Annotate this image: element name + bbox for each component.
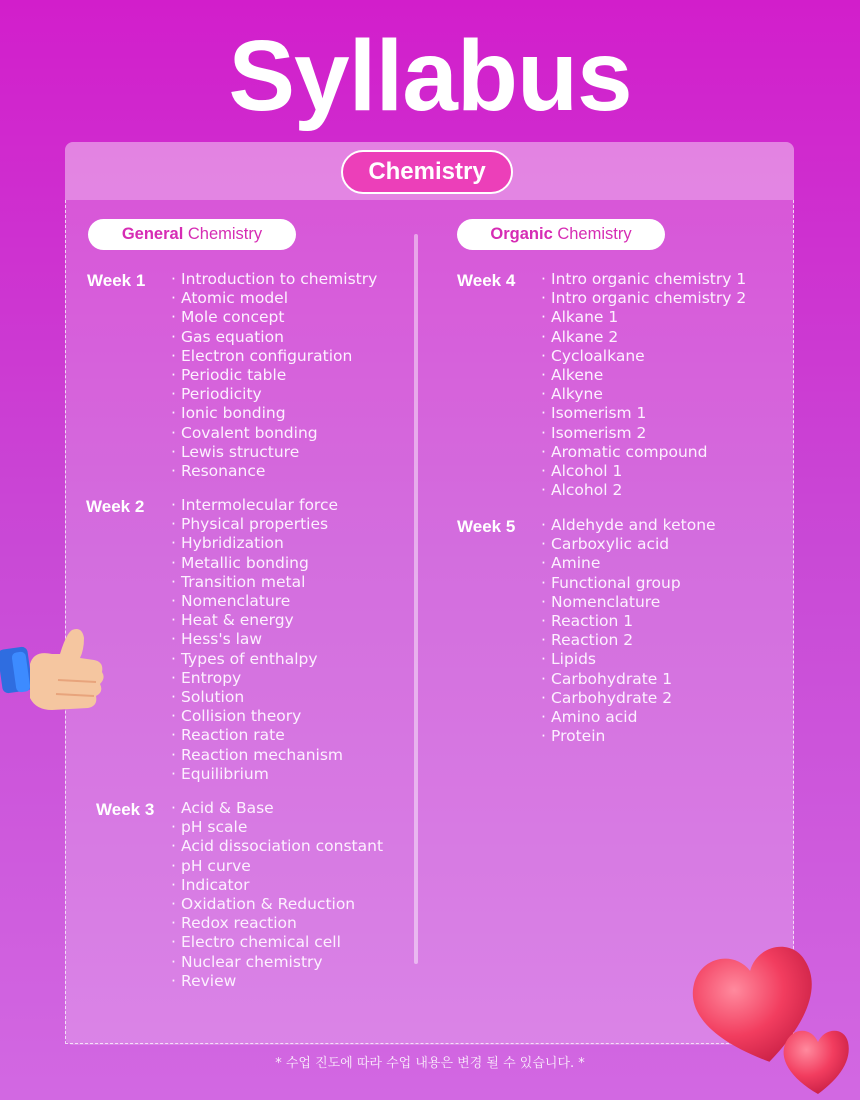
topic-item: · Redox reaction (171, 914, 383, 933)
subject-badge: Chemistry (341, 150, 513, 194)
topic-item: · Lewis structure (171, 443, 377, 462)
topic-item: · Indicator (171, 876, 383, 895)
topic-item: · Intro organic chemistry 2 (541, 289, 746, 308)
topic-item: · Nomenclature (541, 593, 716, 612)
topic-item: · Alcohol 1 (541, 462, 746, 481)
week-label: Week 2 (86, 497, 145, 516)
topic-item: · Aromatic compound (541, 443, 746, 462)
topic-item: · Covalent bonding (171, 424, 377, 443)
topic-item: · Types of enthalpy (171, 650, 343, 669)
topic-item: · Heat & energy (171, 611, 343, 630)
topic-item: · Atomic model (171, 289, 377, 308)
topic-item: · pH curve (171, 857, 383, 876)
section-title-bold: Organic (490, 225, 553, 243)
topic-item: · Nuclear chemistry (171, 953, 383, 972)
section-title-general (88, 219, 296, 250)
topic-item: · Acid & Base (171, 799, 383, 818)
topic-item: · Alkyne (541, 385, 746, 404)
topic-item: · Introduction to chemistry (171, 270, 377, 289)
topic-item: · Acid dissociation constant (171, 837, 383, 856)
topic-item: · Equilibrium (171, 765, 343, 784)
topic-item: · Gas equation (171, 328, 377, 347)
thumbs-up-icon (0, 620, 110, 730)
topic-item: · Alkene (541, 366, 746, 385)
topic-item: · Amino acid (541, 708, 716, 727)
section-title-bold: General (121, 225, 184, 243)
topic-item: · Carbohydrate 2 (541, 689, 716, 708)
topic-item: · Alkane 2 (541, 328, 746, 347)
topic-item: · Intermolecular force (171, 496, 343, 515)
topic-item: · Hybridization (171, 534, 343, 553)
topic-item: · Reaction 1 (541, 612, 716, 631)
topic-list (171, 270, 377, 481)
topic-item: · Isomerism 2 (541, 424, 746, 443)
topic-item: · Carbohydrate 1 (541, 670, 716, 689)
column-divider (414, 234, 418, 964)
topic-item: · Hess's law (171, 630, 343, 649)
topic-item: · Periodicity (171, 385, 377, 404)
hearts-icon (686, 938, 856, 1100)
week-label: Week 5 (457, 517, 516, 536)
week-label: Week 4 (457, 271, 516, 290)
section-title-organic (457, 219, 665, 250)
topic-list (171, 799, 383, 991)
topic-item: · Lipids (541, 650, 716, 669)
topic-item: · Alcohol 2 (541, 481, 746, 500)
topic-item: · Intro organic chemistry 1 (541, 270, 746, 289)
topic-item: · Cycloalkane (541, 347, 746, 366)
topic-list (541, 270, 746, 500)
page-title: Syllabus (228, 20, 632, 132)
topic-item: · Amine (541, 554, 716, 573)
topic-item: · Carboxylic acid (541, 535, 716, 554)
topic-item: · Metallic bonding (171, 554, 343, 573)
topic-item: · pH scale (171, 818, 383, 837)
week-label: Week 1 (87, 271, 146, 290)
topic-item: · Electron configuration (171, 347, 377, 366)
topic-item: · Reaction rate (171, 726, 343, 745)
topic-item: · Isomerism 1 (541, 404, 746, 423)
topic-list (171, 496, 343, 784)
topic-item: · Review (171, 972, 383, 991)
topic-item: · Alkane 1 (541, 308, 746, 327)
topic-item: · Electro chemical cell (171, 933, 383, 952)
topic-item: · Reaction mechanism (171, 746, 343, 765)
footnote: * 수업 진도에 따라 수업 내용은 변경 될 수 있습니다. * (275, 1056, 585, 1071)
week-label: Week 3 (96, 800, 155, 819)
topic-list (541, 516, 716, 746)
topic-item: · Physical properties (171, 515, 343, 534)
section-title-rest: Chemistry (552, 225, 632, 243)
topic-item: · Mole concept (171, 308, 377, 327)
topic-item: · Transition metal (171, 573, 343, 592)
section-title-rest: Chemistry (183, 225, 263, 243)
topic-item: · Resonance (171, 462, 377, 481)
topic-item: · Entropy (171, 669, 343, 688)
topic-item: · Aldehyde and ketone (541, 516, 716, 535)
topic-item: · Functional group (541, 574, 716, 593)
topic-item: · Reaction 2 (541, 631, 716, 650)
topic-item: · Solution (171, 688, 343, 707)
topic-item: · Protein (541, 727, 716, 746)
topic-item: · Collision theory (171, 707, 343, 726)
topic-item: · Nomenclature (171, 592, 343, 611)
topic-item: · Oxidation & Reduction (171, 895, 383, 914)
topic-item: · Periodic table (171, 366, 377, 385)
topic-item: · Ionic bonding (171, 404, 377, 423)
